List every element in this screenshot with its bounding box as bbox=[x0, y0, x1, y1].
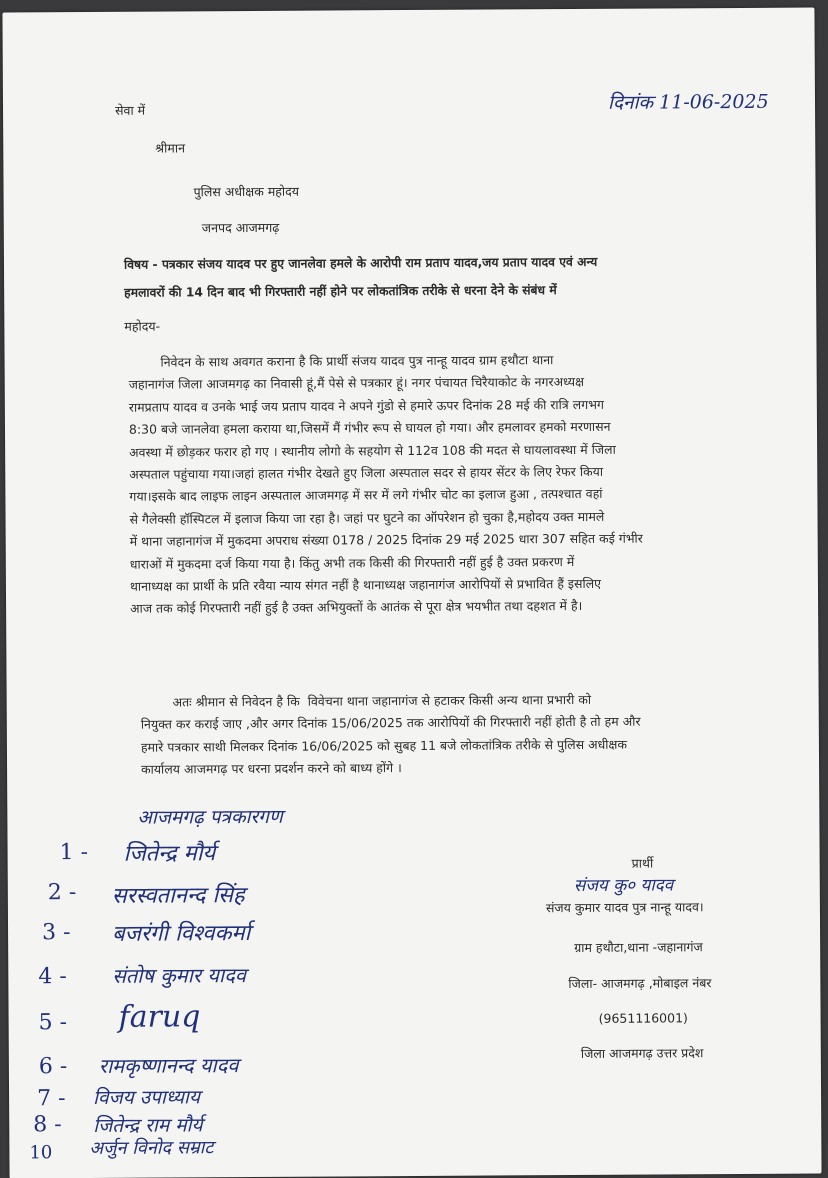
list-number: 8 - bbox=[33, 1112, 62, 1138]
list-name: विजय उपाध्याय bbox=[93, 1086, 201, 1109]
list-name: अर्जुन विनोद सम्राट bbox=[89, 1137, 214, 1159]
sig-line-2: ग्राम हथौटा,थाना -जहानागंज bbox=[574, 939, 703, 956]
para1-line: अवस्था में छोड़कर फरार हो गए । स्थानीय लोगो के सहयोग से 112व 108 की मदत से घायलावस्था में जिला bbox=[129, 441, 616, 460]
list-number: 6 - bbox=[38, 1054, 68, 1080]
subject-line-2: हमलावरों की 14 दिन बाद भी गिरफ्तारी नहीं होने पर लोकतांत्रिक तरीके से धरना देने के संबंध में bbox=[124, 283, 557, 300]
list-number: 4 - bbox=[38, 964, 67, 990]
para2-line: नियुक्त कर कराई जाए ,और अगर दिनांक 15/06/2025 तक आरोपियों की गिरफ्तारी नहीं होती है तो हम और bbox=[140, 714, 641, 733]
para1-line: गया।इसके बाद लाइफ लाइन अस्पताल आजमगढ़ में सर में लगे गंभीर चोट का इलाज हुआ , तत्पश्चात वहां bbox=[129, 486, 603, 505]
list-number: 2 - bbox=[47, 880, 77, 906]
handwritten-signature: संजय कु० यादव bbox=[573, 875, 674, 897]
body-paragraph-1 bbox=[129, 349, 644, 621]
list-number: 10 bbox=[29, 1142, 53, 1164]
para1-line: से गैलेक्सी हॉस्पिटल में इलाज किया जा रहा है। जहां पर घुटने का ऑपरेशन हो चुका है,महोदय उक्त मामले bbox=[129, 508, 605, 527]
list-number: 1 - bbox=[59, 839, 89, 866]
para2-line: कार्यालय आजमगढ़ पर धरना प्रदर्शन करने को बाध्य होंगे । bbox=[141, 760, 402, 777]
para1-line: रामप्रताप यादव व उनके भाई जय प्रताप यादव ने अपने गुंडो से हमारे ऊपर दिनांक 28 मई की रात्रि लगभग bbox=[128, 396, 605, 415]
sig-line-1: संजय कुमार यादव पुत्र नान्हू यादव। bbox=[545, 899, 704, 916]
recipient-district: जनपद आजमगढ़ bbox=[201, 219, 280, 236]
letter-paper bbox=[2, 8, 821, 1178]
list-name: faruq bbox=[118, 999, 201, 1035]
list-number: 5 - bbox=[38, 1010, 68, 1036]
list-name: सरस्वतानन्द सिंह bbox=[111, 883, 245, 909]
list-name: जितेन्द्र राम मौर्य bbox=[93, 1114, 203, 1137]
para2-line: अतः श्रीमान से निवेदन है कि विवेचना थाना जहानागंज से हटाकर किसी अन्य थाना प्रभारी को bbox=[140, 691, 592, 710]
list-name: संतोष कुमार यादव bbox=[112, 963, 246, 988]
sig-line-3: जिला- आजमगढ़ ,मोबाइल नंबर bbox=[568, 975, 712, 992]
list-number: 7 - bbox=[37, 1086, 66, 1112]
handwritten-heading: आजमगढ़ पत्रकारगण bbox=[137, 805, 283, 829]
handwritten-date: दिनांक 11-06-2025 bbox=[607, 90, 769, 114]
body-paragraph-2 bbox=[141, 689, 641, 782]
subject-line-1: विषय - पत्रकार संजय यादव पर हुए जानलेवा हमले के आरोपी राम प्रताप यादव,जय प्रताप यादव एवं अन्य bbox=[123, 254, 598, 272]
sig-line-4: (9651116001) bbox=[598, 1010, 688, 1026]
list-number: 3 - bbox=[41, 920, 71, 946]
mahoday: महोदय- bbox=[124, 318, 161, 334]
sig-line-5: जिला आजमगढ़ उत्तर प्रदेश bbox=[580, 1045, 704, 1061]
list-name: रामकृष्णानन्द यादव bbox=[98, 1053, 239, 1078]
para1-line: थानाध्यक्ष का प्रार्थी के प्रति रवैया न्याय संगत नहीं है थानाध्यक्ष जहानागंज आरोपियों से प्रभावित हैं इसलिए bbox=[129, 575, 602, 594]
prarthi-label: प्रार्थी bbox=[631, 855, 654, 871]
para2-line: हमारे पत्रकार साथी मिलकर दिनांक 16/06/2025 को सुबह 11 बजे लोकतांत्रिक तरीके से पुलिस अधीक्षक bbox=[140, 736, 628, 755]
list-name: बजरंगी विश्वकर्मा bbox=[112, 920, 251, 947]
list-name: जितेन्द्र मौर्य bbox=[123, 841, 216, 867]
para1-line: निवेदन के साथ अवगत कराना है कि प्रार्थी संजय यादव पुत्र नान्हू यादव ग्राम हथौटा थाना bbox=[128, 352, 554, 370]
seva-me: सेवा में bbox=[115, 102, 146, 118]
para1-line: में थाना जहानागंज में मुकदमा अपराध संख्या 0178 / 2025 दिनांक 29 मई 2025 धारा 307 सहित कई गंभीर bbox=[129, 530, 643, 549]
shriman: श्रीमान bbox=[155, 140, 186, 156]
recipient-title: पुलिस अधीक्षक महोदय bbox=[193, 183, 300, 200]
para1-line: जहानागंज जिला आजमगढ़ का निवासी हूं,मैं पेसे से पत्रकार हूं। नगर पंचायत चिरैयाकोट के नगरअध्यक्ष bbox=[128, 374, 585, 393]
para1-line: धाराओं में मुकदमा दर्ज किया गया है। किंतु अभी तक किसी की गिरफ्तारी नहीं हुई है उक्त प्रकरण में bbox=[129, 553, 575, 572]
para1-line: आज तक कोई गिरफ्तारी नहीं हुई है उक्त अभियुक्तों के आतंक से पूरा क्षेत्र भयभीत तथा दहशत में है। bbox=[130, 598, 583, 617]
para1-line: 8:30 बजे जानलेवा हमला कराया था,जिसमें मैं गंभीर रूप से घायल हो गया। और हमलावर हमको मरणासन bbox=[128, 419, 611, 437]
para1-line: अस्पताल पहुंचाया गया।जहां हालत गंभीर देखते हुए जिला अस्पताल सदर से हायर सेंटर के लिए रेफर किया bbox=[129, 463, 604, 482]
